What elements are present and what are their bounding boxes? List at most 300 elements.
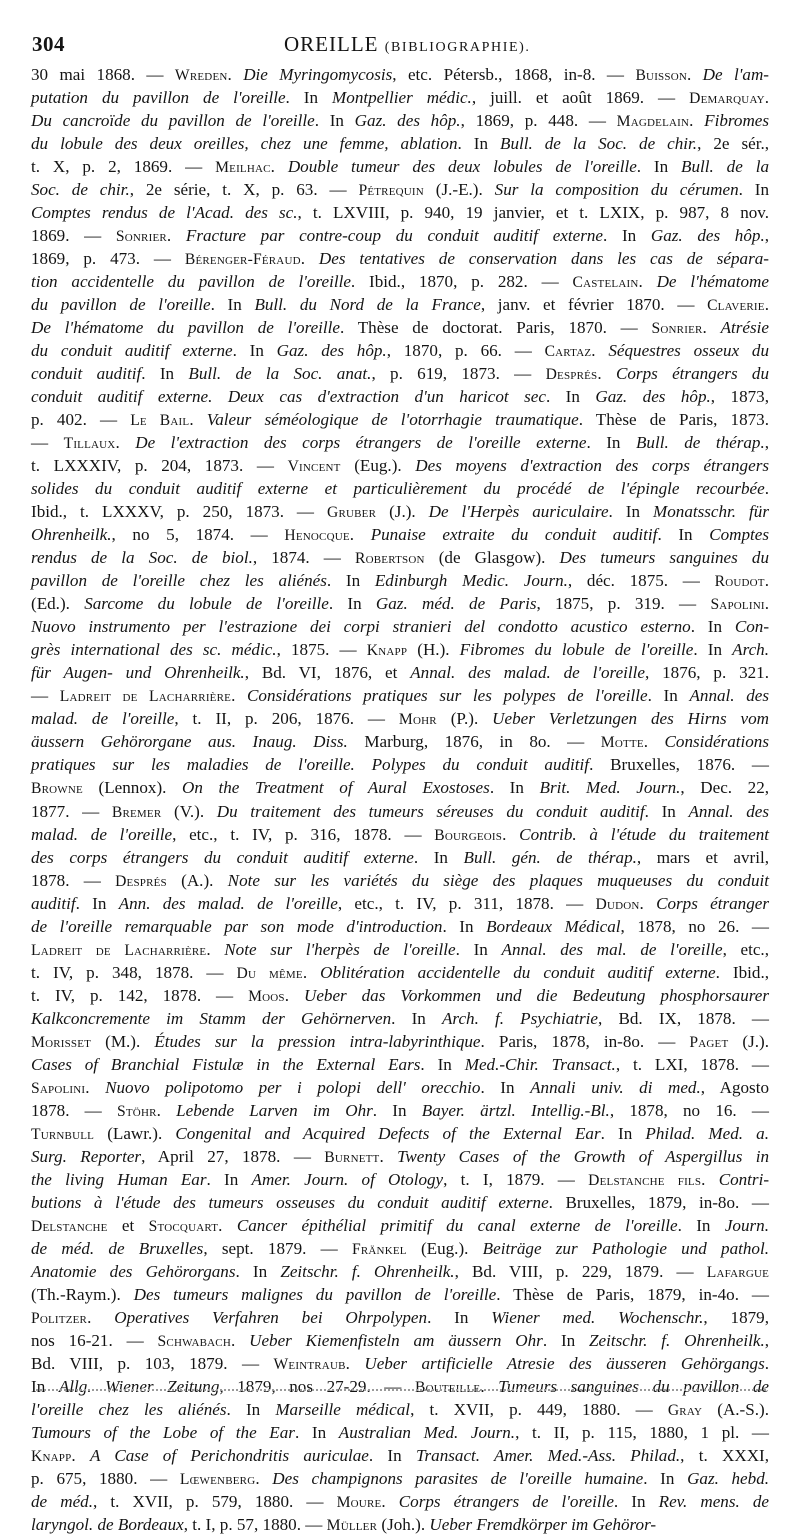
plain-text: . In	[294, 1422, 339, 1442]
plain-text: . In	[738, 180, 769, 200]
italic-title: Arch.	[732, 640, 770, 660]
italic-title: Gaz. hebd.	[687, 1468, 770, 1488]
plain-text: , t. II, p. 206, 1876. —	[174, 709, 399, 729]
plain-text: , etc., t. IV, p. 311, 1878. —	[337, 893, 596, 913]
text-line	[31, 892, 769, 915]
plain-text: , janv. et février 1870. —	[480, 295, 708, 315]
italic-title: Atrésie	[720, 318, 769, 338]
italic-title: Transact. Amer. Med.-Ass. Philad.	[415, 1445, 681, 1465]
plain-text: . In	[690, 617, 735, 637]
plain-text: .	[591, 341, 609, 361]
italic-title: Séquestres osseux du	[608, 341, 770, 361]
plain-text: . In	[600, 1123, 646, 1143]
italic-title: Amer. Journ. of Otology	[251, 1169, 444, 1189]
plain-text: . In	[420, 1054, 465, 1074]
plain-text: t. IV, p. 142, 1878. —	[31, 985, 249, 1005]
plain-text: . In	[442, 916, 487, 936]
text-line	[31, 1099, 769, 1122]
italic-title: Fibromes du lobule de l'oreille	[459, 640, 694, 660]
plain-text: (P.).	[436, 709, 493, 729]
italic-title: de méd.	[31, 1491, 93, 1511]
author-name: Turnbull	[31, 1125, 95, 1143]
plain-text: . In	[226, 1399, 276, 1419]
author-name: Sonrier	[115, 228, 167, 246]
plain-text: .	[71, 1445, 90, 1465]
author-name: Le Bail	[130, 412, 190, 430]
plain-text: .	[284, 985, 304, 1005]
text-line	[31, 270, 769, 293]
plain-text: .	[230, 1330, 250, 1350]
author-name: Sonrier	[651, 320, 703, 338]
plain-text: .	[270, 157, 288, 177]
italic-title: l'oreille chez les aliénés	[31, 1399, 227, 1419]
plain-text: —	[31, 433, 64, 453]
text-line	[31, 339, 769, 362]
plain-text: (Eug.).	[406, 1238, 483, 1258]
italic-title: On the Treatment of Aural Exostoses	[182, 778, 490, 798]
italic-title: Ueber artificielle Atresie des äusseren Gehörgangs	[364, 1353, 765, 1373]
italic-title: Fibromes	[704, 111, 770, 131]
italic-title: Allg. Wiener Zeitung	[58, 1376, 220, 1396]
italic-title: malad. de l'oreille	[31, 709, 175, 729]
author-name: Castelain	[572, 274, 639, 292]
italic-title: Oblitération accidentelle du conduit auditif externe	[320, 962, 716, 982]
italic-title: De l'hématome du pavillon de l'oreille	[31, 318, 341, 338]
italic-title: Ueber Fremdkörper im Gehöror-	[429, 1514, 657, 1534]
author-name: Buisson	[635, 67, 687, 84]
author-name: Politzer	[31, 1309, 88, 1327]
italic-title: Bayer. ärtzl. Intellig.-Bl.	[421, 1100, 610, 1120]
text-line	[31, 408, 769, 431]
italic-title: Beiträge zur Pathologie und pathol.	[482, 1238, 770, 1258]
text-line	[31, 316, 769, 339]
plain-text: . Thèse de Paris, 1879, in-4o. —	[496, 1284, 769, 1304]
text-line	[31, 1352, 769, 1375]
italic-title: für Augen- und Ohrenheilk.	[31, 663, 245, 683]
author-name: Gray	[667, 1401, 703, 1419]
author-name: Ladreit de Lacharrière	[31, 941, 207, 959]
italic-title: Journ.	[724, 1215, 769, 1235]
text-line	[31, 869, 769, 892]
plain-text: (Eug.).	[340, 456, 416, 476]
text-line	[31, 1237, 769, 1260]
text-line	[31, 1030, 769, 1053]
plain-text: (V.).	[161, 801, 217, 821]
text-line	[31, 109, 769, 132]
author-name: Bérenger-Féraud	[184, 251, 301, 269]
italic-title: Congenital and Acquired Defects of the External Ear	[175, 1123, 601, 1143]
italic-title: Gaz. méd. de Paris	[375, 594, 537, 614]
italic-title: Ueber Kiemenfisteln am äussern Ohr	[249, 1330, 543, 1350]
italic-title: De l'hématome	[656, 272, 769, 292]
author-name: Morisset	[31, 1033, 92, 1051]
plain-text: 1878. —	[31, 870, 116, 890]
author-name: Claverie	[707, 297, 765, 315]
plain-text: ,	[764, 433, 770, 453]
plain-text: (Joh.).	[377, 1514, 430, 1534]
author-name: Lafargue	[706, 1263, 770, 1281]
italic-title: conduit auditif	[31, 364, 142, 384]
italic-title: Double tumeur des deux lobules de l'oreille	[287, 157, 637, 177]
author-name: Sapolini	[31, 1079, 86, 1097]
plain-text: .	[255, 1468, 273, 1488]
italic-title: solides du conduit auditif externe et particulièrement du procédé de l'épingle recourbée	[31, 479, 765, 499]
plain-text: . Thèse de doctorat. Paris, 1870. —	[340, 318, 652, 338]
author-name: Schwabach	[157, 1332, 231, 1350]
author-name: Dudon	[595, 895, 640, 913]
italic-title: Anatomie des Gehörorgans	[31, 1261, 236, 1281]
italic-title: tion accidentelle du pavillon de l'oreille	[31, 272, 351, 292]
plain-text: (A.).	[166, 870, 228, 890]
plain-text: . In	[643, 1468, 688, 1488]
plain-text: .	[764, 88, 769, 108]
plain-text: .	[379, 1146, 398, 1166]
plain-text: ,	[764, 226, 770, 246]
plain-text: .	[480, 1376, 499, 1396]
plain-text: . In	[368, 1445, 416, 1465]
plain-text: (J.).	[728, 1031, 770, 1051]
plain-text: nos 16-21. —	[31, 1330, 158, 1350]
italic-title: Ueber Verletzungen des Hirns vom	[492, 709, 769, 729]
plain-text: 1869. —	[31, 226, 116, 246]
plain-text: . In	[206, 1169, 252, 1189]
author-name: Browne	[31, 780, 83, 798]
author-name: Moos	[248, 987, 285, 1005]
text-line	[31, 86, 769, 109]
text-line	[31, 1444, 769, 1467]
text-line	[31, 247, 769, 270]
plain-text: .	[115, 433, 136, 453]
plain-text: , Bd. IX, 1878. —	[598, 1008, 769, 1028]
plain-text: . In	[613, 1491, 659, 1511]
text-line	[31, 1490, 769, 1513]
plain-text: , 2e sér.,	[697, 134, 769, 154]
text-line	[31, 362, 769, 385]
text-line	[31, 1076, 769, 1099]
italic-title: Corps étrangers de l'oreille	[398, 1491, 614, 1511]
text-line	[31, 569, 769, 592]
footer-dotted-rule	[36, 1389, 766, 1391]
plain-text: .	[689, 111, 705, 131]
plain-text: .	[702, 318, 721, 338]
italic-title: Contrib. à l'étude du traitement	[519, 824, 769, 844]
italic-title: Du cancroïde du pavillon de l'oreille	[31, 111, 315, 131]
plain-text: , t. LXI, 1878. —	[615, 1054, 770, 1074]
plain-text: .	[349, 525, 371, 545]
text-line	[31, 546, 769, 569]
text-line	[31, 661, 769, 684]
plain-text: , 1878, no 26. —	[620, 916, 769, 936]
italic-title: Edinburgh Medic. Journ.	[374, 571, 568, 591]
italic-title: Considérations	[664, 732, 769, 752]
plain-text: .	[638, 272, 657, 292]
running-header	[32, 30, 768, 60]
italic-title: Zeitschr. f. Ohrenheilk.	[589, 1330, 765, 1350]
text-line	[31, 1260, 769, 1283]
text-line	[31, 915, 769, 938]
italic-title: Fracture par contre-coup du conduit auditif externe	[185, 226, 604, 246]
text-line	[31, 846, 769, 869]
plain-text: , Bd. VIII, p. 229, 1879. —	[454, 1261, 707, 1281]
italic-title: Tumours of the Lobe of the Ear	[31, 1422, 295, 1442]
plain-text: p. 402. —	[31, 410, 131, 430]
plain-text: . In	[391, 1008, 442, 1028]
plain-text: .	[639, 893, 657, 913]
italic-title: grès international des sc. médic.	[31, 640, 277, 660]
plain-text: , etc.,	[722, 939, 769, 959]
author-name: Knapp	[366, 642, 408, 660]
text-line	[31, 201, 769, 224]
plain-text: .	[218, 1215, 237, 1235]
plain-text: . In	[413, 847, 464, 867]
italic-title: Gaz. des hôp.	[354, 111, 461, 131]
italic-title: Philad. Med. a.	[645, 1123, 769, 1143]
author-name: Després	[545, 366, 598, 384]
plain-text: . In	[372, 1100, 422, 1120]
italic-title: Nuovo polipotomo per i polopi dell' orecchio	[105, 1077, 481, 1097]
plain-text: .	[345, 1353, 365, 1373]
italic-title: äussern Gehörorgane aus. Inaug. Diss.	[31, 732, 348, 752]
plain-text: , Agosto	[700, 1077, 770, 1097]
plain-text: . Thèse de Paris, 1873.	[578, 410, 769, 430]
plain-text: . In	[677, 1215, 725, 1235]
plain-text: , 1875, p. 319. —	[536, 594, 711, 614]
plain-text: , juill. et août 1869. —	[471, 88, 690, 108]
italic-title: Con-	[734, 617, 770, 637]
italic-title: Arch. f. Psychiatrie	[441, 1008, 599, 1028]
text-line	[31, 984, 769, 1007]
running-title-sub: (BIBLIOGRAPHIE).	[384, 40, 531, 55]
plain-text: . In	[427, 1307, 492, 1327]
text-line	[31, 707, 769, 730]
text-line	[31, 1421, 769, 1444]
running-title-main: OREILLE	[284, 32, 379, 56]
plain-text: . In	[636, 157, 682, 177]
italic-title: Des tumeurs sanguines du	[559, 548, 769, 568]
plain-text: .	[686, 65, 703, 84]
plain-text: t. X, p. 2, 1869. —	[31, 157, 216, 177]
italic-title: Die Myringomycosis	[243, 65, 393, 84]
italic-title: pavillon de l'oreille chez les aliénés	[31, 571, 327, 591]
italic-title: Annali univ. di med.	[530, 1077, 701, 1097]
plain-text: .	[764, 1353, 770, 1373]
plain-text: ,	[764, 1330, 769, 1350]
plain-text: (Lawr.).	[94, 1123, 176, 1143]
author-name: Gruber	[327, 504, 377, 522]
plain-text: .	[764, 571, 769, 591]
italic-title: Des moyens d'extraction des corps étrangers	[415, 456, 769, 476]
italic-title: pratiques sur les maladies de l'oreille. Polypes du conduit auditif	[31, 755, 590, 775]
plain-text: Bd. VIII, p. 103, 1879. —	[31, 1353, 274, 1373]
plain-text: , t. XVII, p. 449, 1880. —	[410, 1399, 668, 1419]
plain-text: , 1878, no 16. —	[609, 1100, 770, 1120]
italic-title: auditif	[31, 893, 76, 913]
plain-text: . In	[693, 640, 733, 660]
plain-text: (H.).	[407, 640, 460, 660]
italic-title: De l'extraction des corps étrangers de l'oreille externe	[135, 433, 587, 453]
plain-text: .	[156, 1100, 177, 1120]
italic-title: Comptes rendus de l'Acad. des sc.	[31, 203, 298, 223]
plain-text: .	[166, 226, 186, 246]
italic-title: butions à l'étude des tumeurs osseuses du conduit auditif externe	[31, 1192, 549, 1212]
text-line	[31, 1283, 769, 1306]
author-name: Després	[115, 872, 167, 890]
author-name: Motte	[600, 734, 644, 752]
plain-text: . In	[545, 387, 596, 407]
text-line	[31, 592, 769, 615]
plain-text: , 1879,	[703, 1307, 769, 1327]
plain-text: . In	[480, 1077, 531, 1097]
plain-text: —	[31, 686, 60, 706]
text-line	[31, 155, 769, 178]
author-name: Mohr	[398, 711, 437, 729]
italic-title: Soc. de chir.	[31, 180, 130, 200]
author-name: Pétrequin	[358, 182, 424, 200]
italic-title: Annal. des mal. de l'oreille	[501, 939, 723, 959]
plain-text: t. IV, p. 348, 1878. —	[31, 962, 237, 982]
author-name: Fränkel	[352, 1240, 407, 1258]
italic-title: Gaz. des hôp.	[276, 341, 387, 361]
italic-title: De l'am-	[702, 65, 770, 84]
plain-text: .	[381, 1491, 399, 1511]
plain-text: , mars et avril,	[636, 847, 770, 867]
italic-title: laryngol. de Bordeaux	[31, 1514, 184, 1534]
author-name: Weintraub	[273, 1355, 346, 1373]
italic-title: Bull. de thérap.	[635, 433, 765, 453]
plain-text: (Ed.).	[31, 594, 85, 614]
italic-title: Bull. de la Soc. de chir.	[500, 134, 698, 154]
plain-text: , 1869, p. 448. —	[460, 111, 617, 131]
plain-text: , Dec. 22,	[680, 778, 770, 798]
author-name: Du même	[236, 964, 303, 982]
text-line	[31, 1168, 769, 1191]
author-name: Moure	[336, 1493, 382, 1511]
plain-text: (M.).	[91, 1031, 155, 1051]
text-line	[31, 1191, 769, 1214]
plain-text: (Th.-Raym.).	[31, 1284, 134, 1304]
author-name: Henocque	[284, 527, 350, 545]
text-line	[31, 477, 769, 500]
plain-text: , 1875. —	[276, 640, 367, 660]
italic-title: Bull. gén. de thérap.	[463, 847, 637, 867]
author-name: Roudot	[714, 573, 765, 591]
italic-title: des corps étrangers du conduit auditif externe	[31, 847, 414, 867]
author-name: Bremer	[111, 803, 162, 821]
plain-text: . Ibid., 1870, p. 282. —	[350, 272, 573, 292]
plain-text: 30 mai 1868. —	[31, 65, 175, 84]
plain-text: Ibid., t. LXXXV, p. 250, 1873. —	[31, 502, 327, 522]
italic-title: Kalkconcremente im Stamm der Gehörnerven	[31, 1008, 392, 1028]
italic-title: rendus de la Soc. de biol.	[31, 548, 253, 568]
italic-title: Ueber das Vorkommen und die Bedeutung phosphorsaurer	[303, 985, 769, 1005]
italic-title: Bull. de la Soc. anat.	[188, 364, 372, 384]
italic-title: du conduit auditif externe	[31, 341, 233, 361]
plain-text: .	[502, 824, 520, 844]
italic-title: Marseille médical	[275, 1399, 411, 1419]
plain-text: . In	[647, 686, 690, 706]
author-name: Cartaz	[544, 343, 592, 361]
italic-title: Comptes	[709, 525, 770, 545]
italic-title: Montpellier médic.	[332, 88, 472, 108]
italic-title: Bull. de la	[681, 157, 769, 177]
text-line	[31, 776, 769, 799]
italic-title: Note sur les variétés du siège des plaques muqueuses du conduit	[227, 870, 770, 890]
author-name: Müller	[326, 1516, 378, 1534]
italic-title: Twenty Cases of the Growth of Aspergillus in	[397, 1146, 770, 1166]
author-name: Burnett	[324, 1148, 380, 1166]
plain-text: t. LXXXIV, p. 204, 1873. —	[31, 456, 288, 476]
plain-text: , 1876, p. 321.	[645, 663, 769, 683]
text-line	[31, 63, 769, 86]
italic-title: Gaz. des hôp.	[595, 387, 711, 407]
page-number: 304	[32, 32, 65, 56]
plain-text: , t. I, p. 57, 1880. —	[183, 1514, 327, 1534]
plain-text: , 2e série, t. X, p. 63. —	[129, 180, 359, 200]
italic-title: de l'oreille remarquable par son mode d'introduction	[31, 916, 443, 936]
text-line	[31, 1007, 769, 1030]
italic-title: Cases of Branchial Fistulæ in the External Ears	[31, 1054, 421, 1074]
plain-text: , April 27, 1878. —	[141, 1146, 325, 1166]
author-name: Sapolini	[710, 596, 765, 614]
italic-title: Des tentatives de conservation dans les cas de sépara-	[318, 249, 769, 269]
plain-text: p. 675, 1880. —	[31, 1468, 180, 1488]
plain-text: .	[701, 1169, 719, 1189]
text-line	[31, 1214, 769, 1237]
text-line	[31, 224, 769, 247]
author-name: Delstanche	[31, 1217, 108, 1235]
plain-text: . In	[235, 1261, 281, 1281]
text-line	[31, 615, 769, 638]
plain-text: . In	[657, 525, 710, 545]
plain-text: .	[206, 939, 225, 959]
plain-text: . In	[608, 502, 653, 522]
italic-title: Nuovo instrumento per l'estrazione dei corpi stranieri del condotto acustico esterno	[31, 617, 691, 637]
plain-text: (J.-E.).	[423, 180, 495, 200]
italic-title: Considérations pratiques sur les polypes de l'oreille	[247, 686, 648, 706]
plain-text: . In	[603, 226, 651, 246]
italic-title: Sur la composition du cérumen	[494, 180, 739, 200]
plain-text: .	[764, 479, 769, 499]
text-line	[31, 523, 769, 546]
italic-title: Rev. mens. de	[658, 1491, 769, 1511]
italic-title: Australian Med. Journ.	[338, 1422, 516, 1442]
plain-text: Marburg, 1876, in 8o. —	[347, 732, 601, 752]
author-name: Vincent	[287, 458, 341, 476]
italic-title: Cancer épithélial primitif du canal externe de l'oreille	[236, 1215, 678, 1235]
author-name: Wreden	[174, 67, 228, 84]
italic-title: du pavillon de l'oreille	[31, 295, 211, 315]
text-line	[31, 500, 769, 523]
author-name: Lœwenberg	[179, 1470, 256, 1488]
text-line	[31, 431, 769, 454]
italic-title: Monatsschr. für	[652, 502, 769, 522]
italic-title: De l'Herpès auriculaire	[428, 502, 609, 522]
plain-text: . In	[457, 134, 500, 154]
plain-text: , etc. Pétersb., 1868, in-8. —	[392, 65, 636, 84]
plain-text: .	[227, 65, 244, 84]
plain-text: .	[643, 732, 665, 752]
italic-title: Brit. Med. Journ.	[539, 778, 681, 798]
text-line	[31, 1398, 769, 1421]
italic-title: Ohrenheilk.	[31, 525, 112, 545]
plain-text: . Bruxelles, 1876. —	[589, 755, 770, 775]
italic-title: Corps étranger	[656, 893, 770, 913]
italic-title: Annal. des malad. de l'oreille	[410, 663, 645, 683]
plain-text: , no 5, 1874. —	[111, 525, 285, 545]
italic-title: Du traitement des tumeurs séreuses du conduit auditif	[216, 801, 645, 821]
text-line	[31, 1306, 769, 1329]
plain-text: .	[764, 295, 769, 315]
